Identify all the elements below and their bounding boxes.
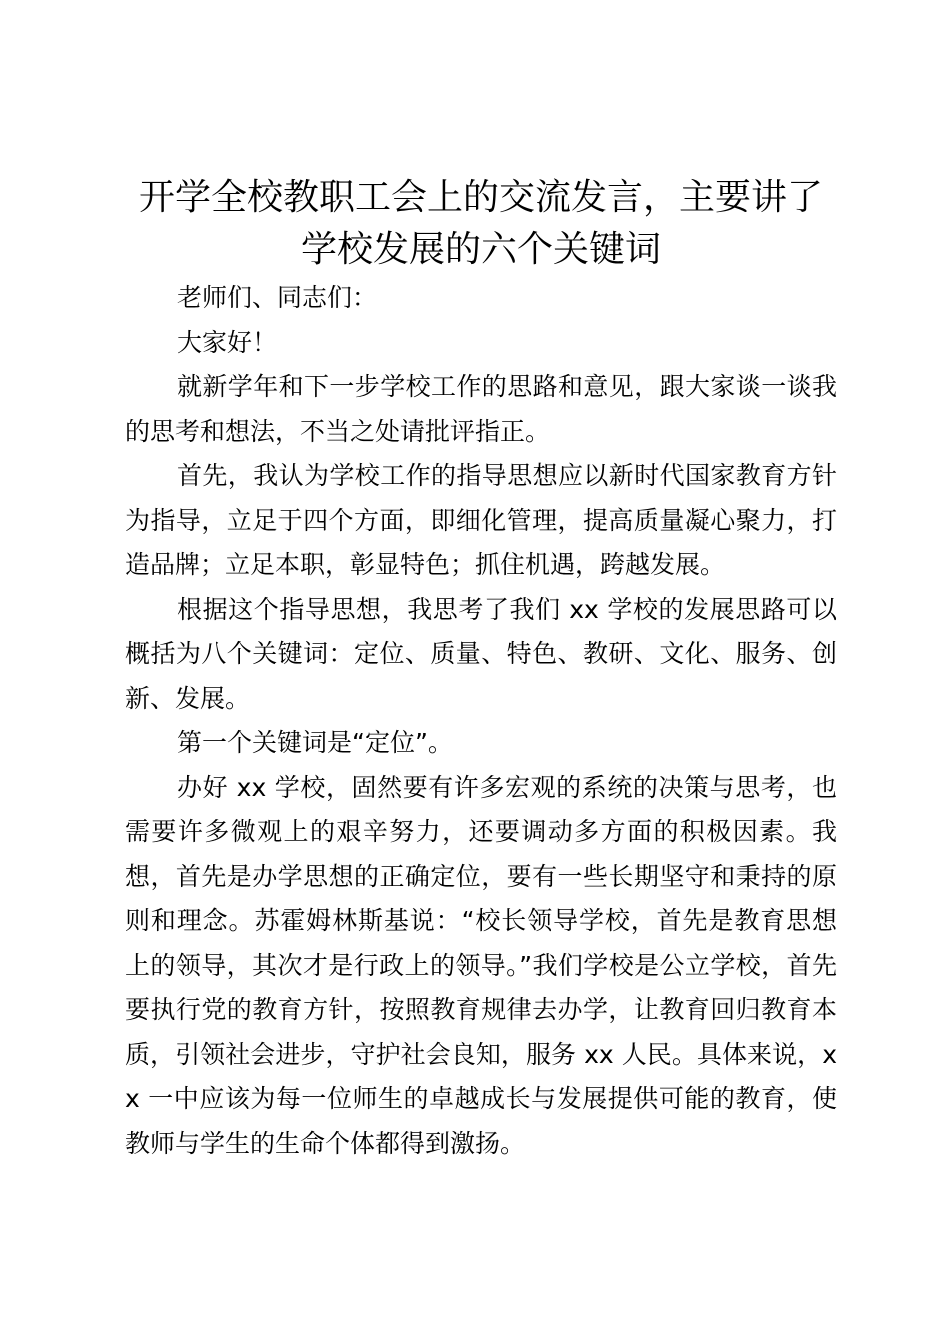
salutation-paragraph: 老师们、同志们： [177,283,378,312]
guiding-thought-paragraph: 首先，我认为学校工作的指导思想应以新时代国家教育方针为指导，立足于四个方面，即细化管理，提高质量凝心聚力，打造品牌；立足本职，彰显特色；抓住机遇，跨越发展。 [125,461,837,579]
document-body [125,276,837,1166]
intro-paragraph: 就新学年和下一步学校工作的思路和意见，跟大家谈一谈我的思考和想法，不当之处请批评指正。 [125,372,837,446]
document-title: 开学全校教职工会上的交流发言，主要讲了学校发展的六个关键词 [138,177,823,270]
positioning-paragraph: 办好 xx 学校，固然要有许多宏观的系统的决策与思考，也需要许多微观上的艰辛努力，还要调动多方面的积极因素。我想，首先是办学思想的正确定位，要有一些长期坚守和秉持的原则和理念。苏霍姆林斯基说：“校长领导学校，首先是教育思想上的领导，其次才是行政上的领导。”我们学校是公立学校，首先要执行党的教育方针，按照教育规律去办学，让教育回归教育本质，引领社会进步，守护社会良知，服务 xx 人民。具体来说，xx 一中应该为每一位师生的卓越成长与发展提供可能的教育，使教师与学生的生命个体都得到激扬。 [125,772,837,1158]
greeting-paragraph: 大家好！ [177,327,278,357]
first-keyword-heading: 第一个关键词是“定位”。 [177,728,453,757]
keywords-paragraph: 根据这个指导思想，我思考了我们 xx 学校的发展思路可以概括为八个关键词：定位、质量、特色、教研、文化、服务、创新、发展。 [125,594,837,713]
